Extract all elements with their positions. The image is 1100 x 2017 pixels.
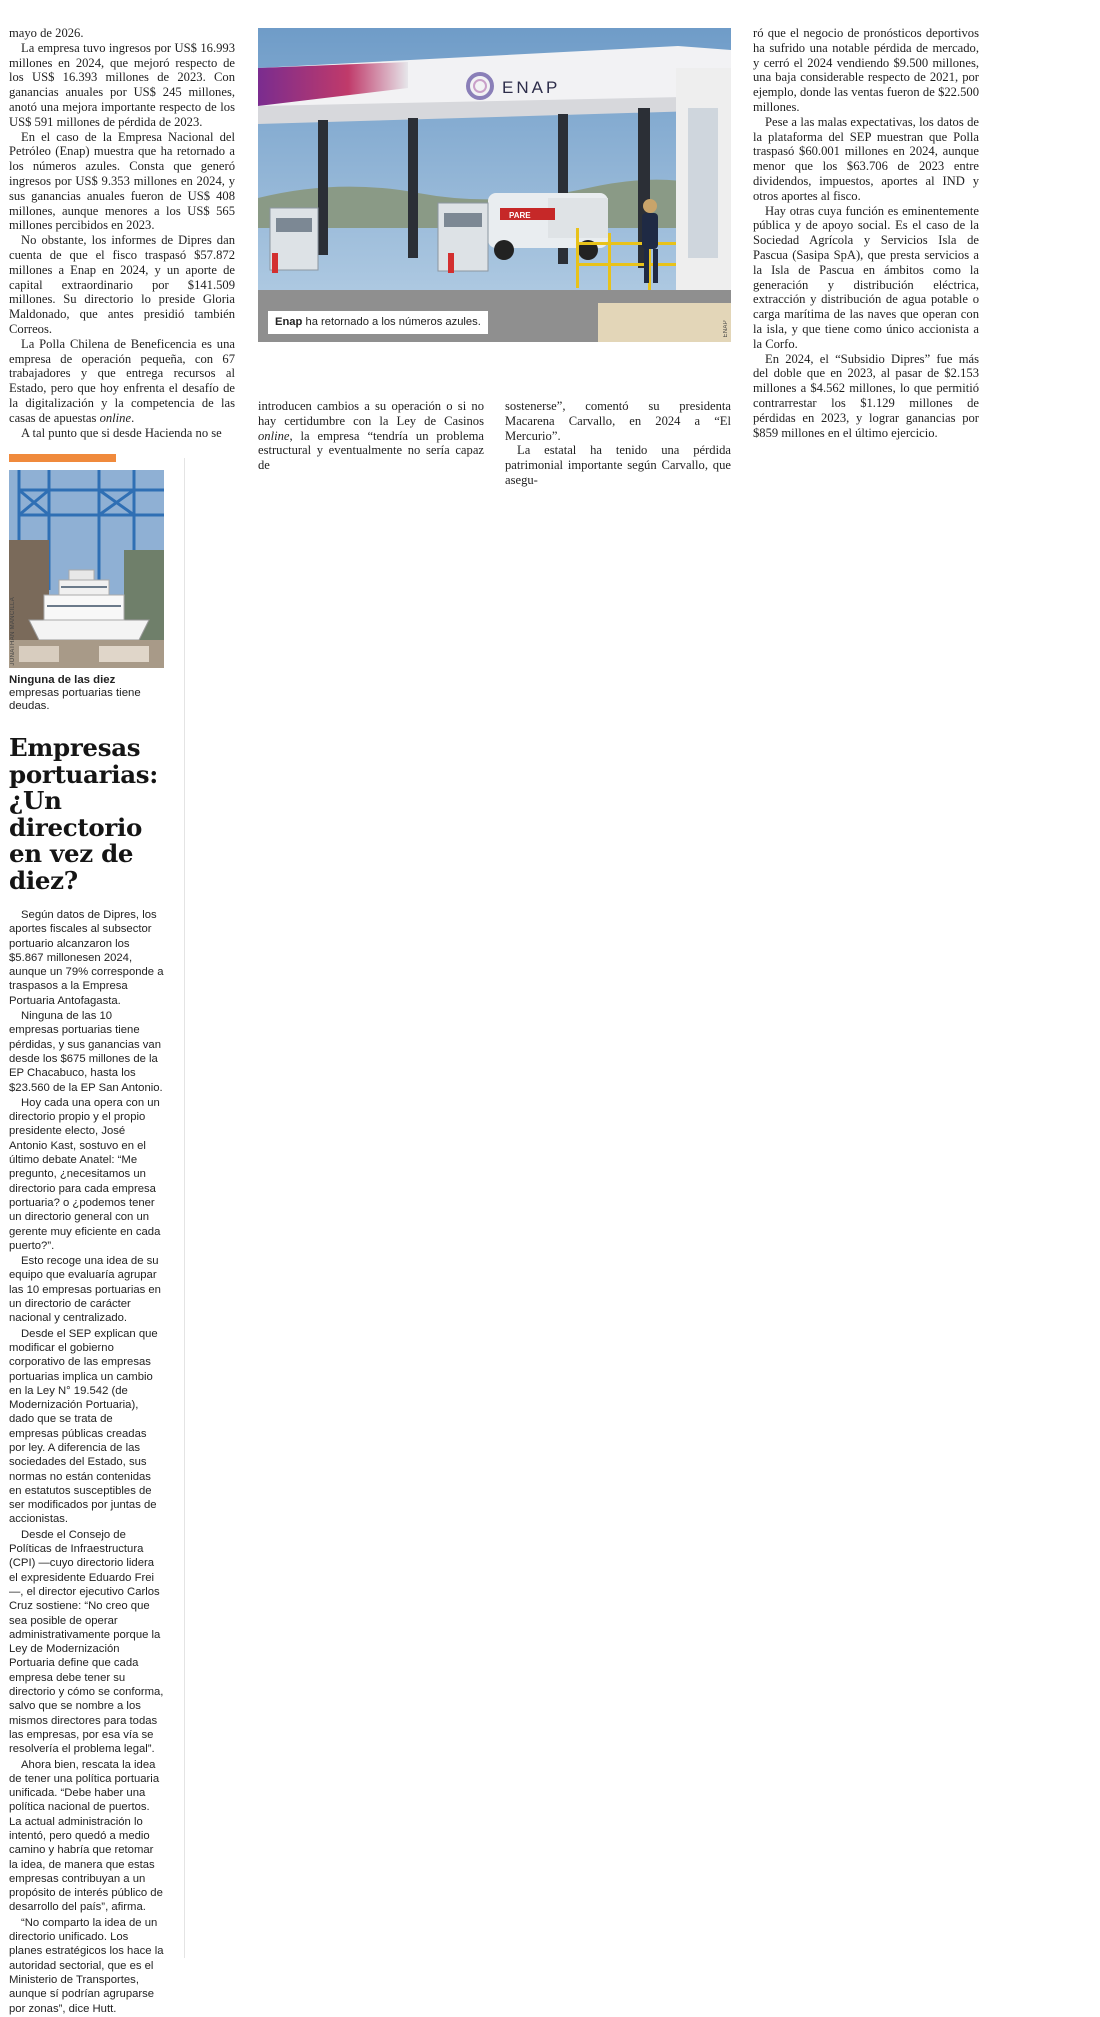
caption-bold: Ninguna de las diez bbox=[9, 674, 116, 686]
caption-text: empresas portuarias tiene deudas. bbox=[9, 687, 141, 712]
port-illustration bbox=[9, 470, 164, 668]
paragraph: Ninguna de las 10 empresas portuarias tiene pérdidas, y sus ganancias van desde los $675 millones de la EP Chacabuco, hasta los $23.560 de la EP San Antonio. bbox=[9, 1010, 163, 1094]
sidebar-divider bbox=[184, 458, 185, 1958]
photo-caption bbox=[9, 674, 164, 713]
paragraph: La empresa tuvo ingresos por US$ 16.993 millones en 2024, que mejoró respecto de los US$ 16.393 millones de 2023. Con ganancias anuales por US$ 245 millones, anotó una mejora importante respecto de los US$ 591 millones de pérdida de 2023. bbox=[9, 40, 235, 129]
enap-station-illustration bbox=[258, 28, 731, 342]
enap-photo bbox=[258, 28, 731, 342]
paragraph bbox=[9, 337, 235, 426]
photo-credit: ENAP bbox=[723, 320, 729, 338]
paragraph: Esto recoge una idea de su equipo que evaluaría agrupar las 10 empresas portuarias en un directorio de carácter nacional y centralizado. bbox=[9, 1255, 161, 1325]
paragraph: Según datos de Dipres, los aportes fiscales al subsector portuario alcanzaron los $5.867 millonesen 2024, aunque un 79% corresponde a traspasos a la Empresa Portuaria Antofagasta. bbox=[9, 909, 164, 1007]
paragraph: A tal punto que si desde Hacienda no se bbox=[21, 425, 222, 440]
paragraph: Pese a las malas expectativas, los datos de la plataforma del SEP muestran que Polla traspasó $60.001 millones en 2024, aunque menor que los $63.706 de 2023 entre dividendos, impuestos, aportes al IND y otros aportes al fisco. bbox=[753, 114, 979, 203]
caption-text: ha retornado a los números azules. bbox=[302, 316, 481, 328]
text-italic: online bbox=[258, 428, 290, 443]
article-column-1 bbox=[9, 26, 235, 440]
photo-caption bbox=[268, 311, 488, 334]
port-photo bbox=[9, 470, 164, 668]
paragraph: En el caso de la Empresa Nacional del Petróleo (Enap) muestra que ha retornado a los números azules. Consta que generó ingresos por US$ 9.353 millones en 2024, y sus ganancias anuales fueron de US$ 408 millones, aunque menores a los US$ 565 millones percibidos en 2023. bbox=[9, 129, 235, 233]
paragraph: Desde el Consejo de Políticas de Infraestructura (CPI) —cuyo directorio lidera el expresidente Eduardo Frei—, el director ejecutivo Carlos Cruz sostiene: “No creo que sea posible de operar administrativamente porque la Ley de Modernización Portuaria define que cada empresa debe tener su directorio y cómo se conforma, salvo que se nombre a los mismos directores para todas las empresas, por esa vía se resolvería el problema legal”. bbox=[9, 1528, 164, 1756]
fuel-sign-text: PARE bbox=[509, 211, 531, 220]
sidebar-headline: Empresas portuarias: ¿Un directorio en vez de diez? bbox=[9, 733, 159, 895]
paragraph: En 2024, el “Subsidio Dipres” fue más del doble que en 2023, al pasar de $2.153 millones a $4.562 millones, lo que permitió contrarrestar los $1.129 millones de pérdidas en 2023, y lograr ganancias por $859 millones en el último ejercicio. bbox=[753, 351, 979, 440]
paragraph: ró que el negocio de pronósticos deportivos ha sufrido una notable pérdida de mercado, y cerró el 2024 vendiendo $9.500 millones, una baja considerable respecto de 2021, por ejemplo, donde las ventas fueron de $22.500 millones. bbox=[753, 26, 979, 114]
text-run: . bbox=[131, 410, 135, 425]
paragraph: La estatal ha tenido una pérdida patrimonial importante según Carvallo, que asegu- bbox=[505, 443, 731, 487]
sidebar-body bbox=[9, 908, 164, 2016]
article-column-3 bbox=[505, 399, 731, 488]
paragraph: No obstante, los informes de Dipres dan cuenta de que el fisco traspasó $57.872 millones a Enap en 2024, y un aporte de capital extraordinario por $141.509 millones. Su directorio lo preside Gloria Maldonado, que antes presidió también Correos. bbox=[9, 233, 235, 336]
paragraph: Hoy cada una opera con un directorio propio y el propio presidente electo, José Antonio Kast, sostuvo en el último debate Anatel: “Me pregunto, ¿necesitamos un directorio para cada empresa portuaria? o ¿podemos tener un directorio general con un gerente muy eficiente en cada puerto?”. bbox=[9, 1096, 161, 1252]
text-run: La Polla Chilena de Beneficencia es una empresa de operación pequeña, con 67 trabajadores y que entrega recursos al Estado, pero que hoy enfrenta el desafío de la digitalización y la competencia de las casas de apuestas bbox=[9, 336, 235, 425]
paragraph: sostenerse”, comentó su presidenta Macarena Carvallo, en 2024 a “El Mercurio”. bbox=[505, 399, 731, 443]
article-column-2 bbox=[258, 399, 484, 473]
article-column-4 bbox=[753, 26, 979, 440]
paragraph: mayo de 2026. bbox=[9, 26, 84, 40]
photo-credit: JONATHAN MANCILLA bbox=[10, 597, 16, 666]
text-run: , la empresa “tendría un problema estructural y eventualmente no sería capaz de bbox=[258, 428, 484, 473]
text-run: introducen cambios a su operación o si no hay certidumbre con la Ley de Casinos bbox=[258, 399, 484, 428]
paragraph: Hay otras cuya función es eminentemente pública y de apoyo social. Es el caso de la Sociedad Agrícola y Servicios Isla de Pascua (Sasipa SpA), que presta servicios a la Isla de Pascua en ámbitos como la generación y distribución eléctrica, extracción y distribución de agua potable o carga marítima de las naves que operan con la isla, y que tiene como único accionista a la Corfo. bbox=[753, 203, 979, 351]
caption-bold: Enap bbox=[275, 316, 303, 328]
paragraph: “No comparto la idea de un directorio unificado. Los planes estratégicos los hace la autoridad sectorial, que es el Ministerio de Transportes, aunque sí podrían agruparse por zonas”, dice Hutt. bbox=[9, 1916, 164, 2015]
paragraph: Ahora bien, rescata la idea de tener una política portuaria unificada. “Debe haber una política nacional de puertos. La actual administración lo intentó, pero quedó a medio camino y habría que retomar la idea, de manera que estas empresas contribuyan a un propósito de interés público de desarrollo del país”, afirma. bbox=[9, 1758, 163, 1914]
accent-bar bbox=[9, 454, 116, 462]
enap-sign-text: ENAP bbox=[502, 78, 561, 97]
text-italic: online bbox=[99, 410, 132, 425]
paragraph bbox=[258, 399, 484, 473]
paragraph: Desde el SEP explican que modificar el gobierno corporativo de las empresas portuarias implica un cambio en la Ley N° 19.542 (de Modernización Portuaria), dado que se trata de empresas públicas creadas por ley. A diferencia de las sociedades del Estado, sus normas no están contenidas en estatutos susceptibles de ser modificados por juntas de accionistas. bbox=[9, 1327, 158, 1526]
sidebar-box bbox=[9, 454, 164, 2017]
